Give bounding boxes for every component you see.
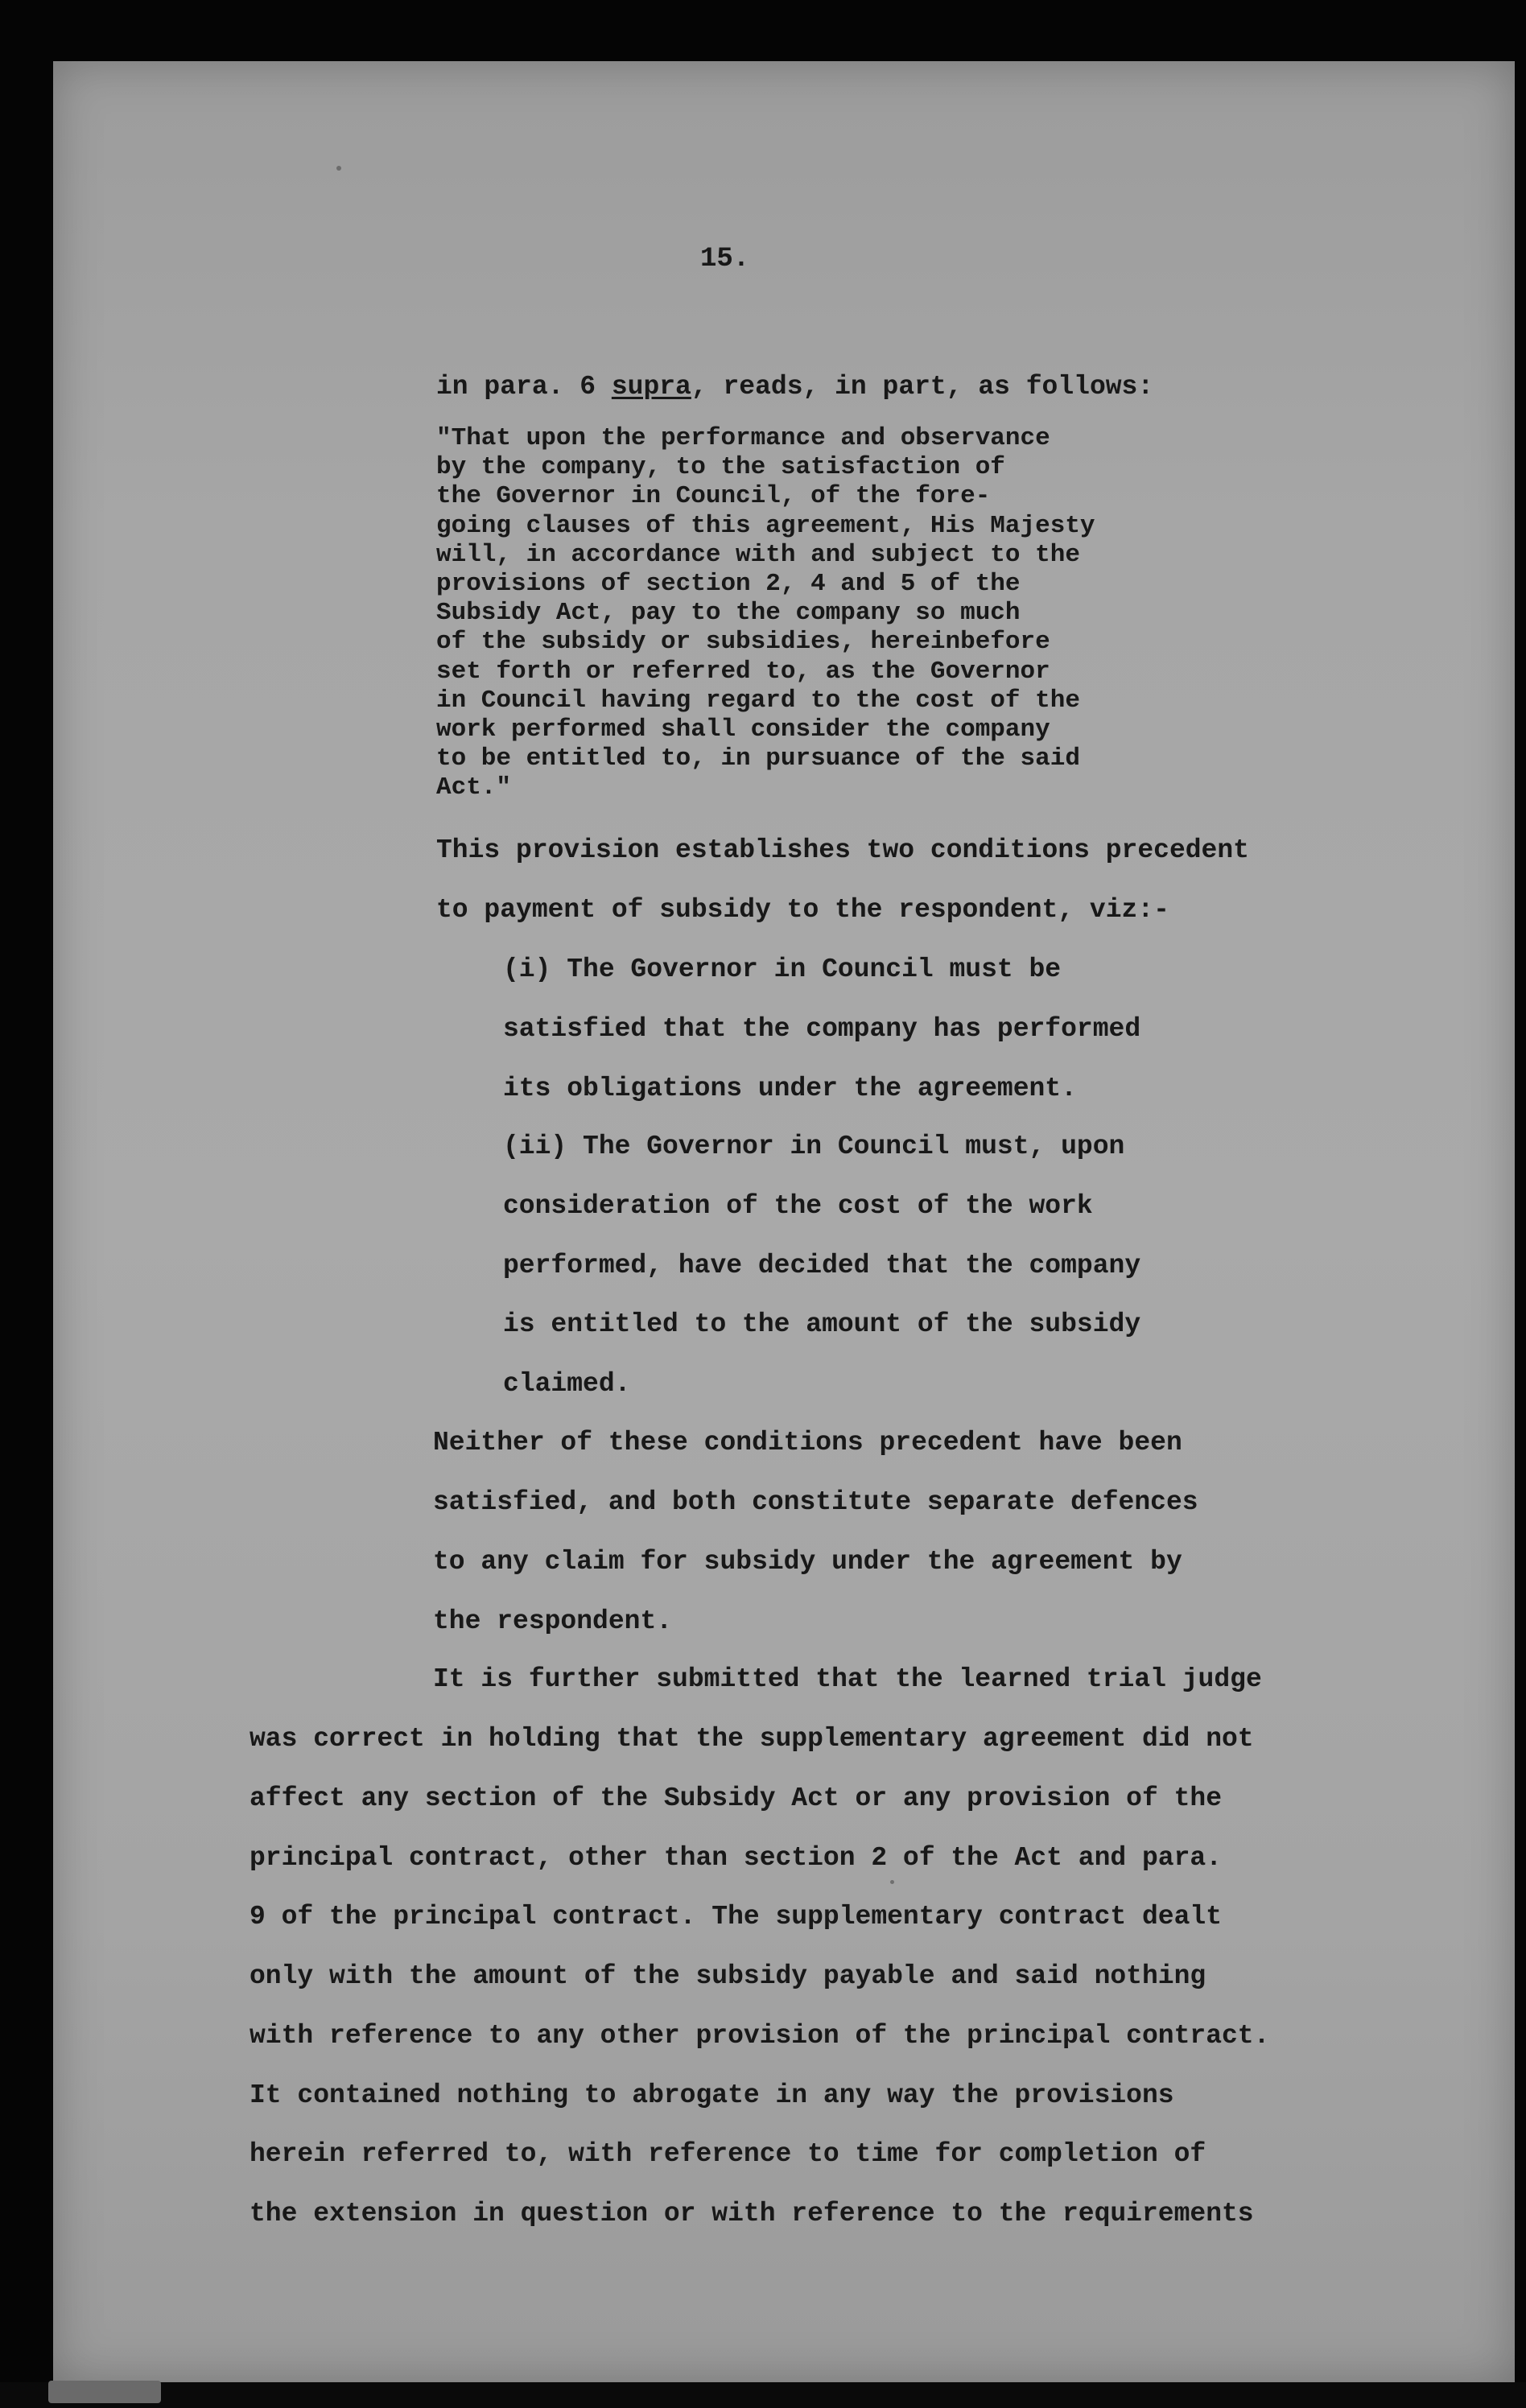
further-line: the extension in question or with reference to the requirements (250, 2199, 1254, 2229)
page-number: 15. (700, 244, 750, 274)
quote-line: provisions of section 2, 4 and 5 of the (436, 570, 1021, 598)
quote-line: work performed shall consider the company (436, 715, 1050, 744)
intro-before: in para. 6 (436, 372, 612, 402)
quote-line: Act." (436, 773, 512, 802)
intro-line (436, 372, 1153, 402)
condition-line: consideration of the cost of the work (503, 1191, 1093, 1221)
further-line: herein referred to, with reference to time for completion of (250, 2139, 1206, 2169)
quote-line: will, in accordance with and subject to the (436, 541, 1080, 569)
intro-after: , reads, in part, as follows: (691, 372, 1154, 402)
film-strip-mark (48, 2381, 161, 2403)
neither-line: satisfied, and both constitute separate defences (433, 1487, 1198, 1517)
condition-line: performed, have decided that the company (503, 1251, 1141, 1280)
quote-line: the Governor in Council, of the fore- (436, 482, 991, 510)
provision-line: This provision establishes two conditions precedent (436, 835, 1249, 865)
quote-line: in Council having regard to the cost of the (436, 687, 1080, 715)
speck (336, 166, 341, 171)
quote-line: by the company, to the satisfaction of (436, 453, 1005, 481)
further-line: It contained nothing to abrogate in any way the provisions (250, 2080, 1174, 2110)
quote-line: Subsidy Act, pay to the company so much (436, 599, 1021, 627)
further-line: 9 of the principal contract. The supplementary contract dealt (250, 1902, 1222, 1932)
quote-line: set forth or referred to, as the Governor (436, 658, 1050, 686)
further-line: with reference to any other provision of the principal contract. (250, 2021, 1270, 2051)
neither-line: to any claim for subsidy under the agreement by (433, 1547, 1182, 1577)
provision-line: to payment of subsidy to the respondent, viz:- (436, 895, 1169, 925)
condition-line: satisfied that the company has performed (503, 1014, 1141, 1044)
quote-line: of the subsidy or subsidies, hereinbefore (436, 628, 1050, 656)
scan-bottom-edge (0, 2382, 1526, 2408)
quote-line: going clauses of this agreement, His Majesty (436, 512, 1095, 540)
intro-supra: supra (611, 372, 691, 402)
neither-line: the respondent. (433, 1606, 673, 1636)
quote-line: to be entitled to, in pursuance of the said (436, 744, 1080, 773)
further-line: principal contract, other than section 2 of the Act and para. (250, 1843, 1222, 1873)
condition-line: its obligations under the agreement. (503, 1074, 1077, 1103)
neither-line: Neither of these conditions precedent have been (433, 1428, 1182, 1458)
condition-line: (i) The Governor in Council must be (503, 955, 1062, 984)
condition-line: (ii) The Governor in Council must, upon (503, 1132, 1125, 1161)
further-line: only with the amount of the subsidy payable and said nothing (250, 1961, 1206, 1991)
further-line: It is further submitted that the learned trial judge (433, 1664, 1262, 1694)
condition-line: claimed. (503, 1369, 631, 1399)
speck (890, 1880, 894, 1884)
condition-line: is entitled to the amount of the subsidy (503, 1309, 1141, 1339)
further-line: was correct in holding that the supplementary agreement did not (250, 1724, 1254, 1754)
further-line: affect any section of the Subsidy Act or any provision of the (250, 1783, 1222, 1813)
quote-line: "That upon the performance and observance (436, 424, 1050, 452)
